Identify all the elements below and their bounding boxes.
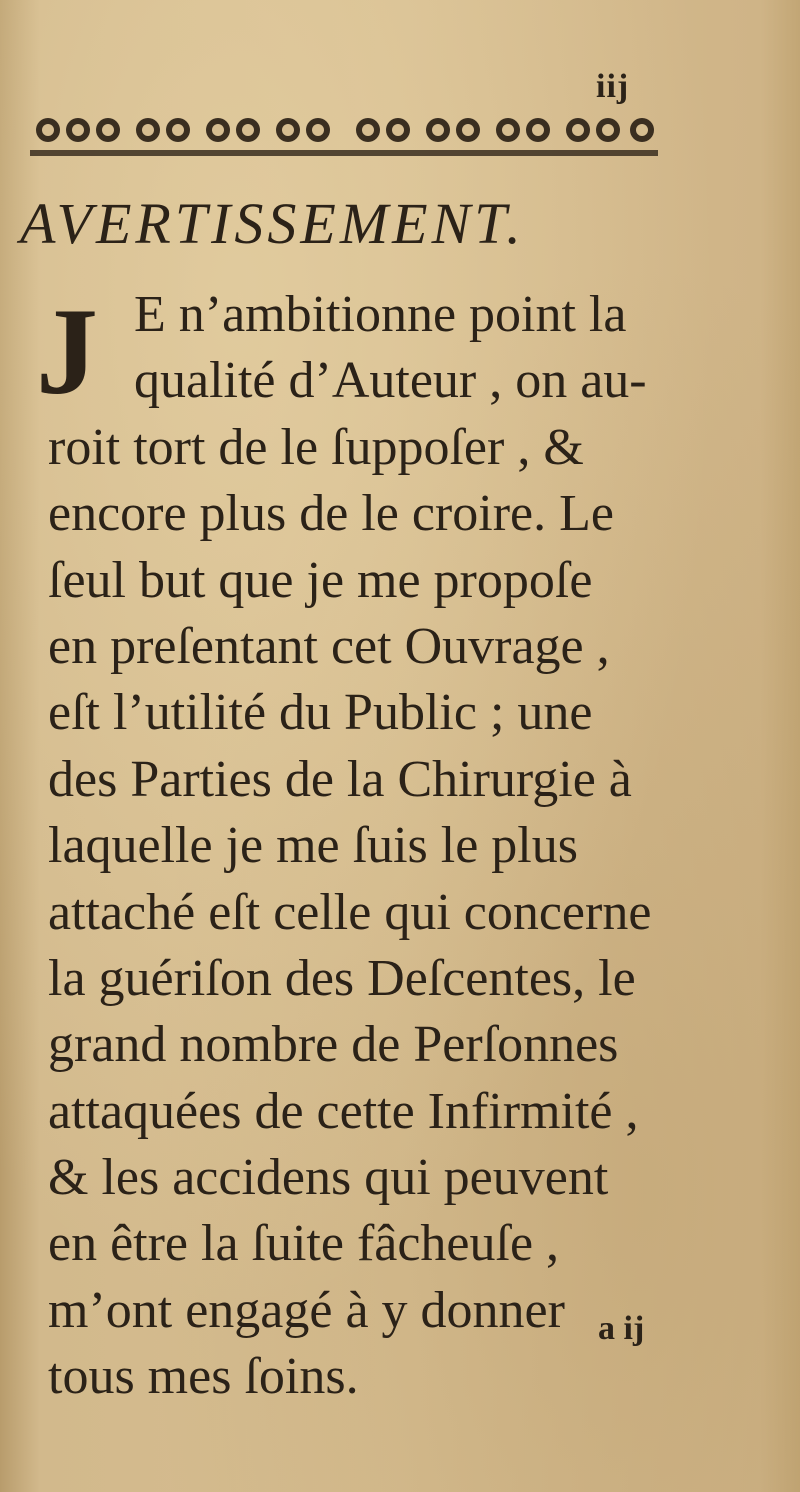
text-line: m’ont engagé à y donner [48,1281,565,1339]
text-line: attaquées de cette Infirmité , [48,1082,639,1140]
signature-mark: a ij [598,1310,645,1347]
text-line: attaché eſt celle qui concerne [48,883,652,941]
text-line: encore plus de le croire. Le [48,485,614,543]
text-line: en preſentant cet Ouvrage , [48,617,610,675]
text-line: & les accidens qui peuvent [48,1149,609,1207]
text-line: roit tort de le ſuppoſer , & [48,418,584,476]
text-line: des Parties de la Chirurgie à [48,750,632,808]
text-line: la guériſon des Deſcentes, le [48,949,636,1007]
fleuron-band-icon [30,112,658,160]
body-paragraph [48,282,688,1411]
text-line: grand nombre de Perſonnes [48,1016,619,1074]
text-line: eſt l’utilité du Public ; une [48,684,593,742]
text-line: qualité d’Auteur , on au- [134,352,647,410]
text-line: ſeul but que je me propoſe [48,551,593,609]
section-title: AVERTISSEMENT. [20,191,525,256]
text-line: en être la ſuite fâcheuſe , [48,1215,560,1273]
drop-cap: J [36,283,98,420]
text-line: tous mes ſoins. [48,1348,359,1406]
page-number: iij [596,68,630,105]
text-line: E n’ambitionne point la [134,286,627,343]
text-line: laquelle je me ſuis le plus [48,817,578,875]
